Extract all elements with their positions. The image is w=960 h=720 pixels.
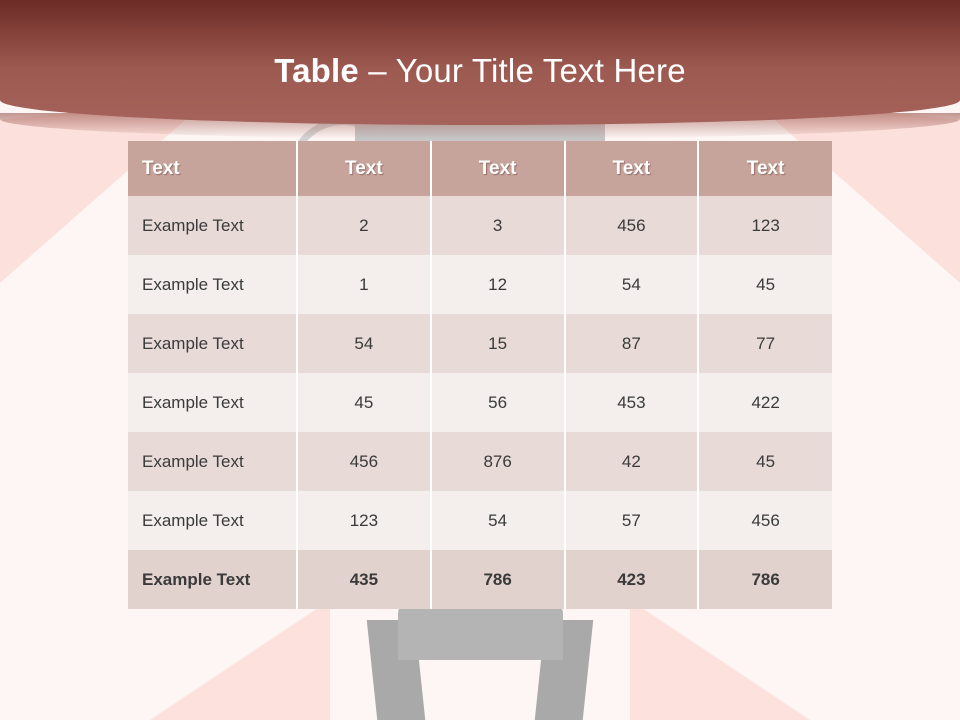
data-table	[128, 141, 832, 609]
data-table-container	[128, 141, 832, 609]
cell-value: 57	[565, 491, 699, 550]
cell-value: 123	[698, 196, 832, 255]
bow-right-lower-shape	[630, 600, 810, 720]
cell-value: 456	[565, 196, 699, 255]
row-label: Example Text	[128, 196, 297, 255]
column-header-0: Text	[128, 141, 297, 196]
cell-value: 87	[565, 314, 699, 373]
table-row	[128, 255, 832, 314]
row-label: Example Text	[128, 255, 297, 314]
cell-value: 876	[431, 432, 565, 491]
cell-value: 56	[431, 373, 565, 432]
row-label: Example Text	[128, 491, 297, 550]
page-title-separator: –	[358, 52, 396, 89]
cell-value: 456	[297, 432, 431, 491]
cell-value: 786	[698, 550, 832, 609]
table-row	[128, 373, 832, 432]
cell-value: 1	[297, 255, 431, 314]
bow-left-lower-shape	[150, 600, 330, 720]
cell-value: 2	[297, 196, 431, 255]
row-label: Example Text	[128, 550, 297, 609]
cell-value: 456	[698, 491, 832, 550]
row-label: Example Text	[128, 314, 297, 373]
column-header-4: Text	[698, 141, 832, 196]
table-row	[128, 196, 832, 255]
cell-value: 45	[297, 373, 431, 432]
table-header	[128, 141, 832, 196]
cell-value: 12	[431, 255, 565, 314]
page-title-strong: Table	[274, 52, 359, 89]
cell-value: 54	[565, 255, 699, 314]
cell-value: 786	[431, 550, 565, 609]
cell-value: 423	[565, 550, 699, 609]
cell-value: 453	[565, 373, 699, 432]
cell-value: 123	[297, 491, 431, 550]
column-header-2: Text	[431, 141, 565, 196]
table-row	[128, 432, 832, 491]
column-header-1: Text	[297, 141, 431, 196]
table-row	[128, 314, 832, 373]
cell-value: 435	[297, 550, 431, 609]
cell-value: 422	[698, 373, 832, 432]
cell-value: 3	[431, 196, 565, 255]
gray-body-shape	[398, 600, 563, 660]
cell-value: 45	[698, 255, 832, 314]
row-label: Example Text	[128, 432, 297, 491]
row-label: Example Text	[128, 373, 297, 432]
page-title	[0, 52, 960, 90]
cell-value: 77	[698, 314, 832, 373]
cell-value: 45	[698, 432, 832, 491]
table-header-row	[128, 141, 832, 196]
cell-value: 15	[431, 314, 565, 373]
table-body	[128, 196, 832, 609]
cell-value: 54	[297, 314, 431, 373]
page-title-light: Your Title Text Here	[395, 52, 686, 89]
column-header-3: Text	[565, 141, 699, 196]
table-row-total	[128, 550, 832, 609]
table-row	[128, 491, 832, 550]
cell-value: 42	[565, 432, 699, 491]
cell-value: 54	[431, 491, 565, 550]
